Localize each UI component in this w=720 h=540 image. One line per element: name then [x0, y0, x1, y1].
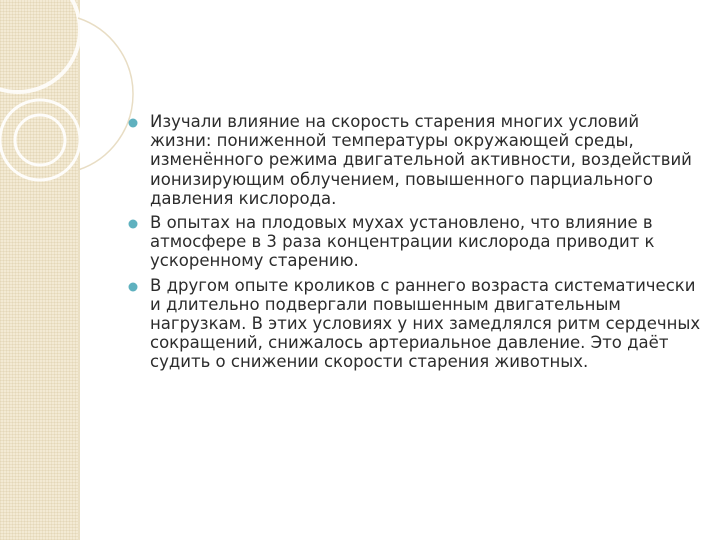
bullet-item	[128, 213, 703, 271]
circle-bullet-icon	[128, 219, 138, 229]
bullet-item	[128, 276, 703, 372]
bullet-text: В другом опыте кроликов с раннего возраста систематически и длительно подвергали повышенным двигательным нагрузкам. В этих условиях у них замедлялся ритм сердечных сокращений, снижалось артериальное давление. Это даёт судить о снижении скорости старения животных.	[150, 275, 701, 372]
bullet-text: Изучали влияние на скорость старения многих условий жизни: пониженной температуры окружающей среды, изменённого режима двигательной активности, воздействий ионизирующим облучением, повышенного парциального давления кислорода.	[150, 112, 692, 208]
circle-bullet-icon	[128, 282, 138, 292]
circle-bullet-icon	[128, 118, 138, 128]
bullet-text: В опытах на плодовых мухах установлено, что влияние в атмосфере в 3 раза концентрации кислорода приводит к ускоренному старению.	[150, 213, 655, 271]
decorative-ring-middle-inner	[15, 115, 65, 165]
bullet-item	[128, 112, 703, 208]
decorative-ring-middle-outer	[0, 100, 80, 180]
decorative-arc-right	[78, 18, 133, 170]
bullet-list	[128, 112, 703, 372]
decorative-ring-top	[0, 0, 80, 92]
slide-content	[128, 112, 703, 377]
